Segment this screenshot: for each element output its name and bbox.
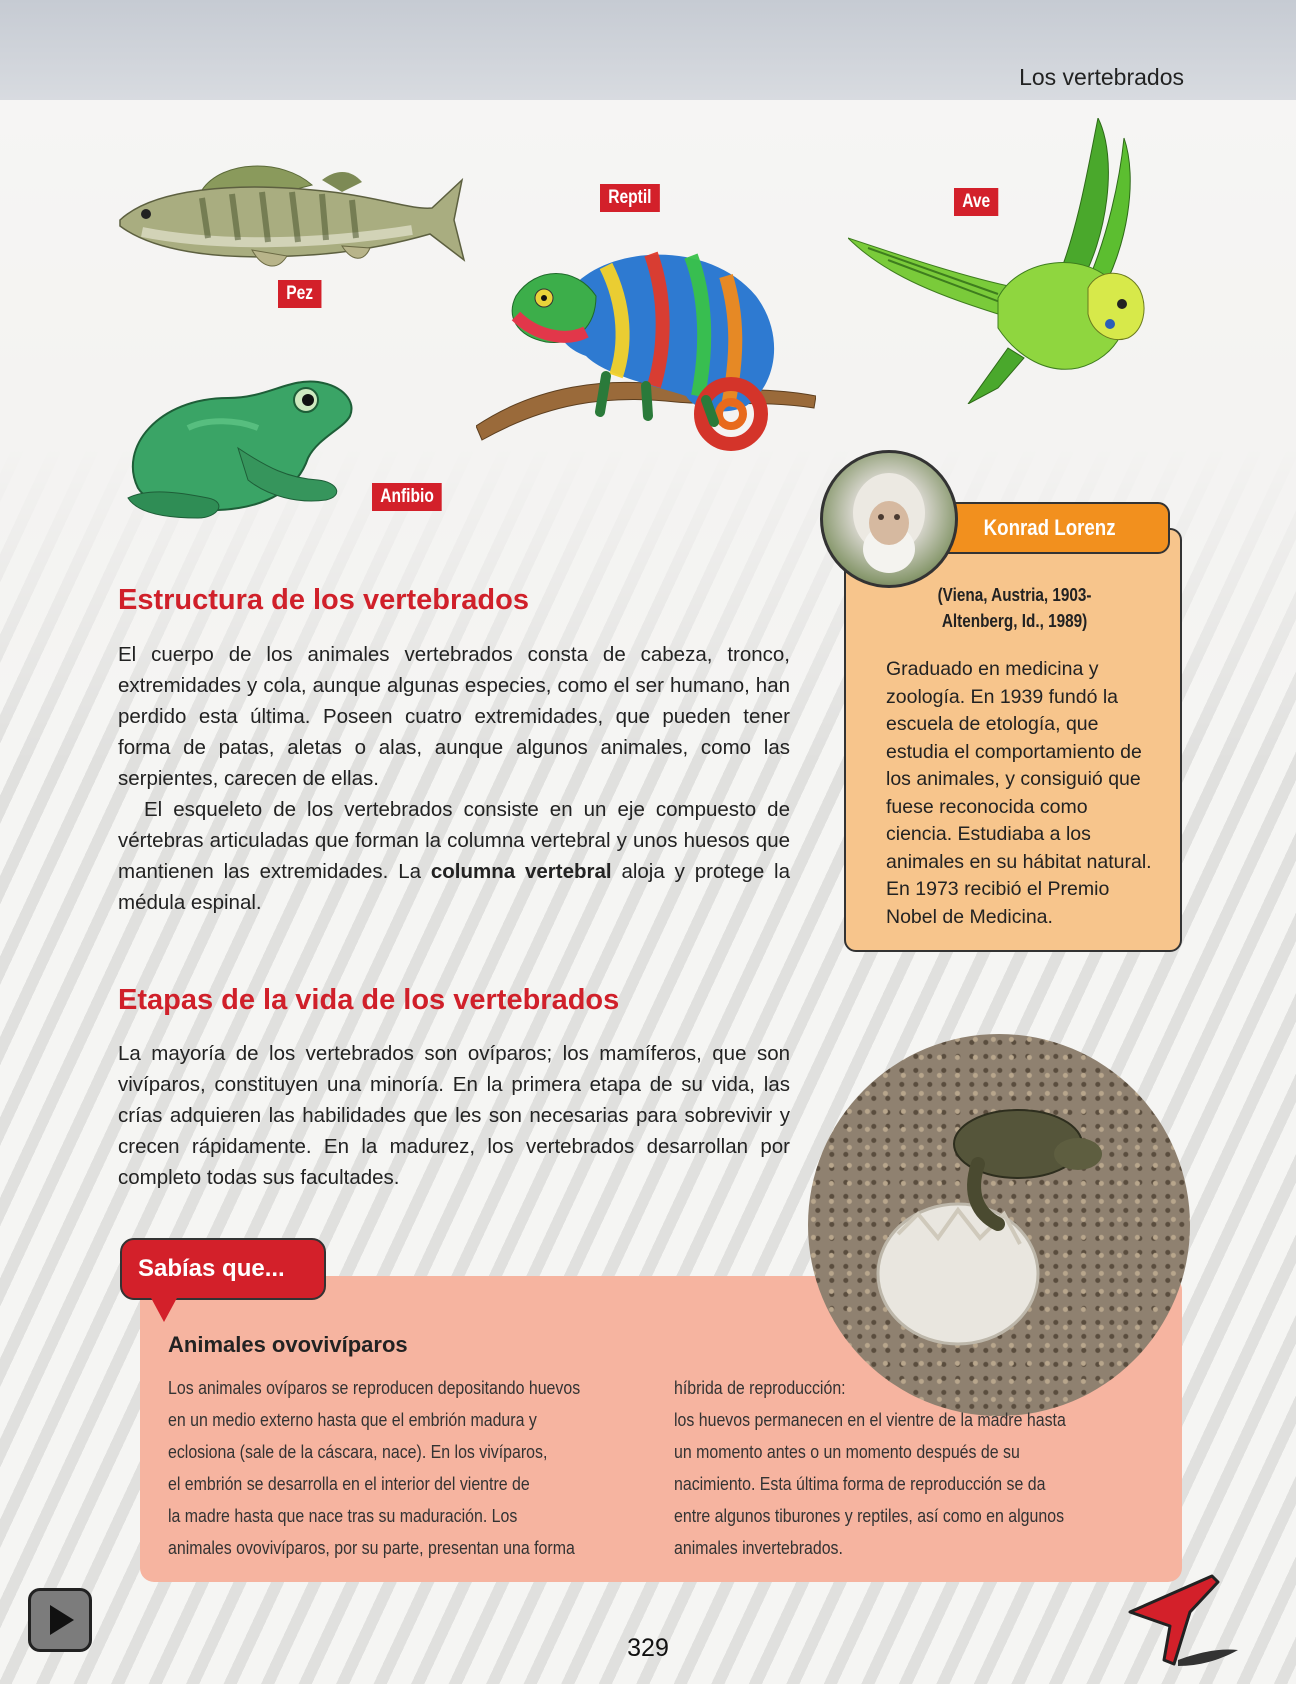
fish-label: Pez [278, 280, 321, 308]
left-line: en un medio externo hasta que el embrión madura y [168, 1409, 537, 1430]
did-you-know-title: Animales ovovivíparos [168, 1332, 408, 1357]
biography-dates-line1: (Viena, Austria, 1903- [938, 585, 1092, 605]
did-you-know-tag-tail [150, 1296, 178, 1322]
running-title: Los vertebrados [1019, 64, 1184, 90]
chameleon-illustration [476, 236, 816, 466]
section-life-stages-text [118, 1038, 790, 1193]
right-line: animales invertebrados. [674, 1537, 843, 1558]
right-line: híbrida de reproducción: [674, 1377, 846, 1398]
section-title-life-stages: Etapas de la vida de los vertebrados [118, 984, 620, 1016]
structure-p2-bold: columna vertebral [430, 860, 612, 883]
play-button[interactable] [28, 1588, 92, 1652]
turtle-image [808, 1034, 1190, 1416]
portrait-image [823, 453, 955, 585]
left-line: animales ovovivíparos, por su parte, presentan una forma [168, 1537, 575, 1558]
budgie-illustration [848, 118, 1186, 404]
frog-illustration [118, 368, 358, 528]
section-title-structure: Estructura de los vertebrados [118, 584, 529, 616]
structure-p2-end: aloja y protege la médula espinal. [118, 860, 791, 914]
biography-dates [860, 582, 1170, 634]
structure-paragraph-2 [118, 794, 790, 918]
publisher-logo-icon [1120, 1568, 1240, 1668]
left-line: la madre hasta que nace tras su maduración. Los [168, 1505, 518, 1526]
section-structure-text [118, 639, 790, 918]
right-line: nacimiento. Esta última forma de reproducción se da [674, 1473, 1046, 1494]
play-icon [31, 1591, 89, 1649]
biography-dates-line2: Altenberg, Id., 1989) [942, 611, 1088, 631]
biography-name [930, 502, 1170, 554]
did-you-know-tag: Sabías que... [120, 1238, 326, 1300]
bird-label: Ave [954, 188, 998, 216]
amphibian-label: Anfibio [372, 483, 442, 511]
left-line: eclosiona (sale de la cáscara, nace). En los vivíparos, [168, 1441, 548, 1462]
biography-portrait [820, 450, 958, 588]
structure-paragraph-1: El cuerpo de los animales vertebrados consta de cabeza, tronco, extremidades y cola, aunque algunas especies, como el ser humano, han perdido esta última. Poseen cuatro extremidades, que pueden tener forma de patas, aletas o alas, aunque algunos animales, como las serpientes, carecen de ellas. [118, 643, 790, 790]
biography-text: Graduado en medicina y zoología. En 1939 fundó la escuela de etología, que estudia el comportamiento de los animales, y consiguió que fuese reconocida como ciencia. Estudiaba a los animales en su hábitat natural. En 1973 recibió el Premio Nobel de Medicina. [886, 658, 1152, 928]
right-line: los huevos permanecen en el vientre de la madre hasta [674, 1409, 1066, 1430]
left-line: el embrión se desarrolla en el interior del vientre de [168, 1473, 530, 1494]
reptile-label: Reptil [600, 184, 660, 212]
right-line: entre algunos tiburones y reptiles, así como en algunos [674, 1505, 1065, 1526]
left-line: Los animales ovíparos se reproducen depositando huevos [168, 1377, 581, 1398]
hatching-turtle-photo [808, 1034, 1190, 1416]
life-stages-paragraph: La mayoría de los vertebrados son ovíparos; los mamíferos, que son vivíparos, constituyen una minoría. En la primera etapa de su vida, las crías adquieren las habilidades que les son necesarias para sobrevivir y crecen rápidamente. En la madurez, los vertebrados desarrollan por completo todas sus facultades. [118, 1042, 790, 1189]
page-number: 329 [627, 1634, 669, 1662]
structure-p2-start: El esqueleto de los vertebrados consiste en un eje compuesto de vértebras articuladas que forman la columna vertebral y unos huesos que mantienen las extremidades. La [118, 798, 790, 883]
fish-illustration [112, 150, 468, 280]
biography-name-text: Konrad Lorenz [984, 515, 1116, 540]
did-you-know-left-column [168, 1372, 658, 1564]
right-line: un momento antes o un momento después de su [674, 1441, 1020, 1462]
did-you-know-right-column [674, 1372, 1164, 1564]
